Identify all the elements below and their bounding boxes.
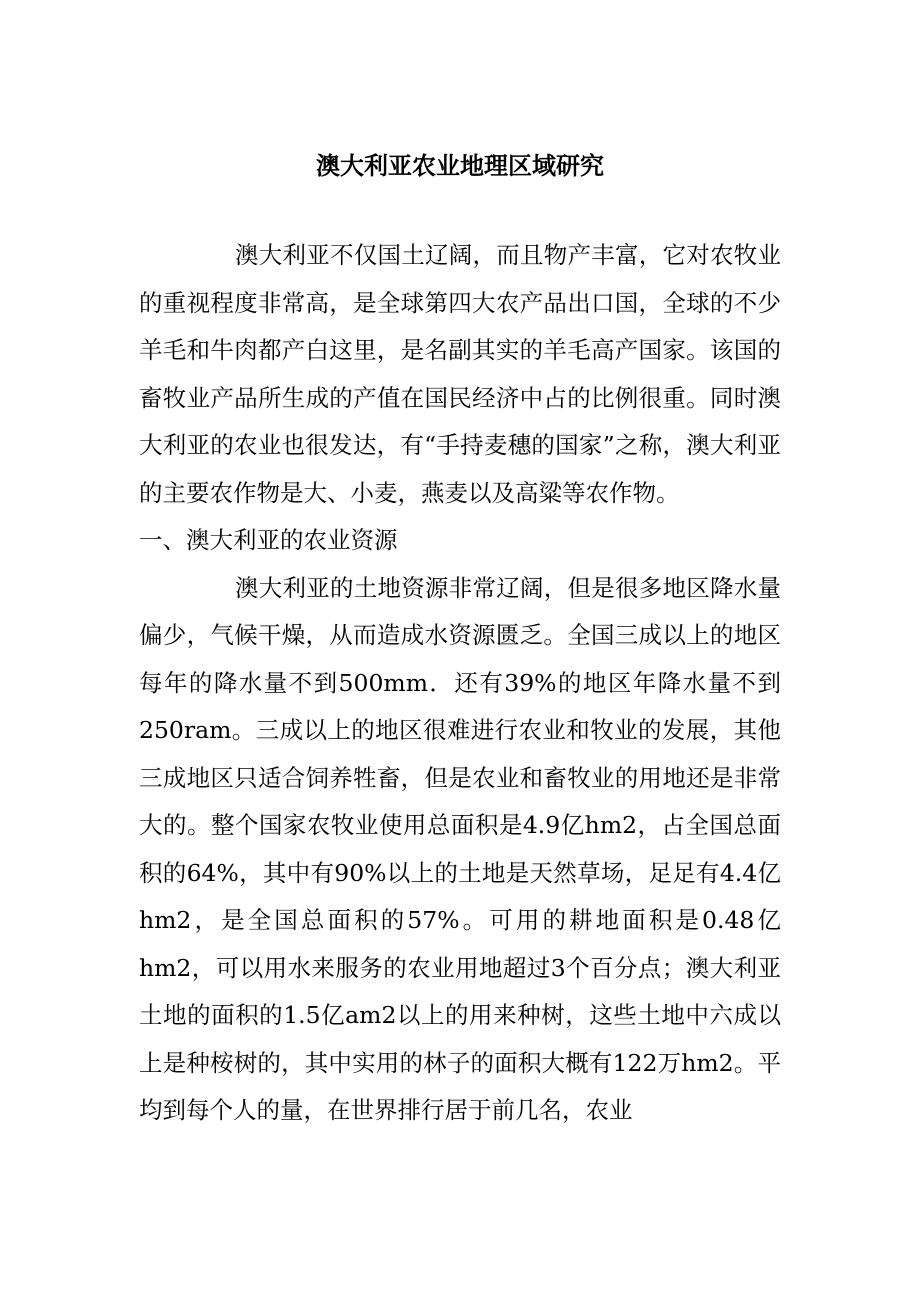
document-body xyxy=(139,232,805,1135)
intro-paragraph: 澳大利亚不仅国土辽阔，而且物产丰富，它对农牧业的重视程度非常高，是全球第四大农产品出口国，全球的不少羊毛和牛肉都产白这里，是名副其实的羊毛高产国家。该国的畜牧业产品所生成的产值在国民经济中占的比例很重。同时澳大利亚的农业也很发达，有“手持麦穗的国家”之称，澳大利亚的主要农作物是大、小麦，燕麦以及高粱等农作物。 xyxy=(139,241,781,507)
section-paragraph-land-resources: 澳大利亚的土地资源非常辽阔，但是很多地区降水量偏少，气候干燥，从而造成水资源匮乏。全国三成以上的地区每年的降水量不到500mm．还有39%的地区年降水量不到250ram。三成以上的地区很难进行农业和牧业的发展，其他三成地区只适合饲养牲畜，但是农业和畜牧业的用地还是非常大的。整个国家农牧业使用总面积是4.9亿hm2，占全国总面积的64%，其中有90%以上的土地是天然草场，足足有4.4亿hm2，是全国总面积的57%。可用的耕地面积是0.48亿 hm2，可以用水来服务的农业用地超过3个百分点；澳大利亚土地的面积的1.5亿am2以上的用来种树，这些土地中六成以上是种桉树的，其中实用的林子的面积大概有122万hm2。平均到每个人的量，在世界排行居于前几名，农业 xyxy=(139,573,805,1124)
section-heading-agricultural-resources: 一、澳大利亚的农业资源 xyxy=(139,526,398,554)
document-title: 澳大利亚农业地理区域研究 xyxy=(316,151,604,180)
